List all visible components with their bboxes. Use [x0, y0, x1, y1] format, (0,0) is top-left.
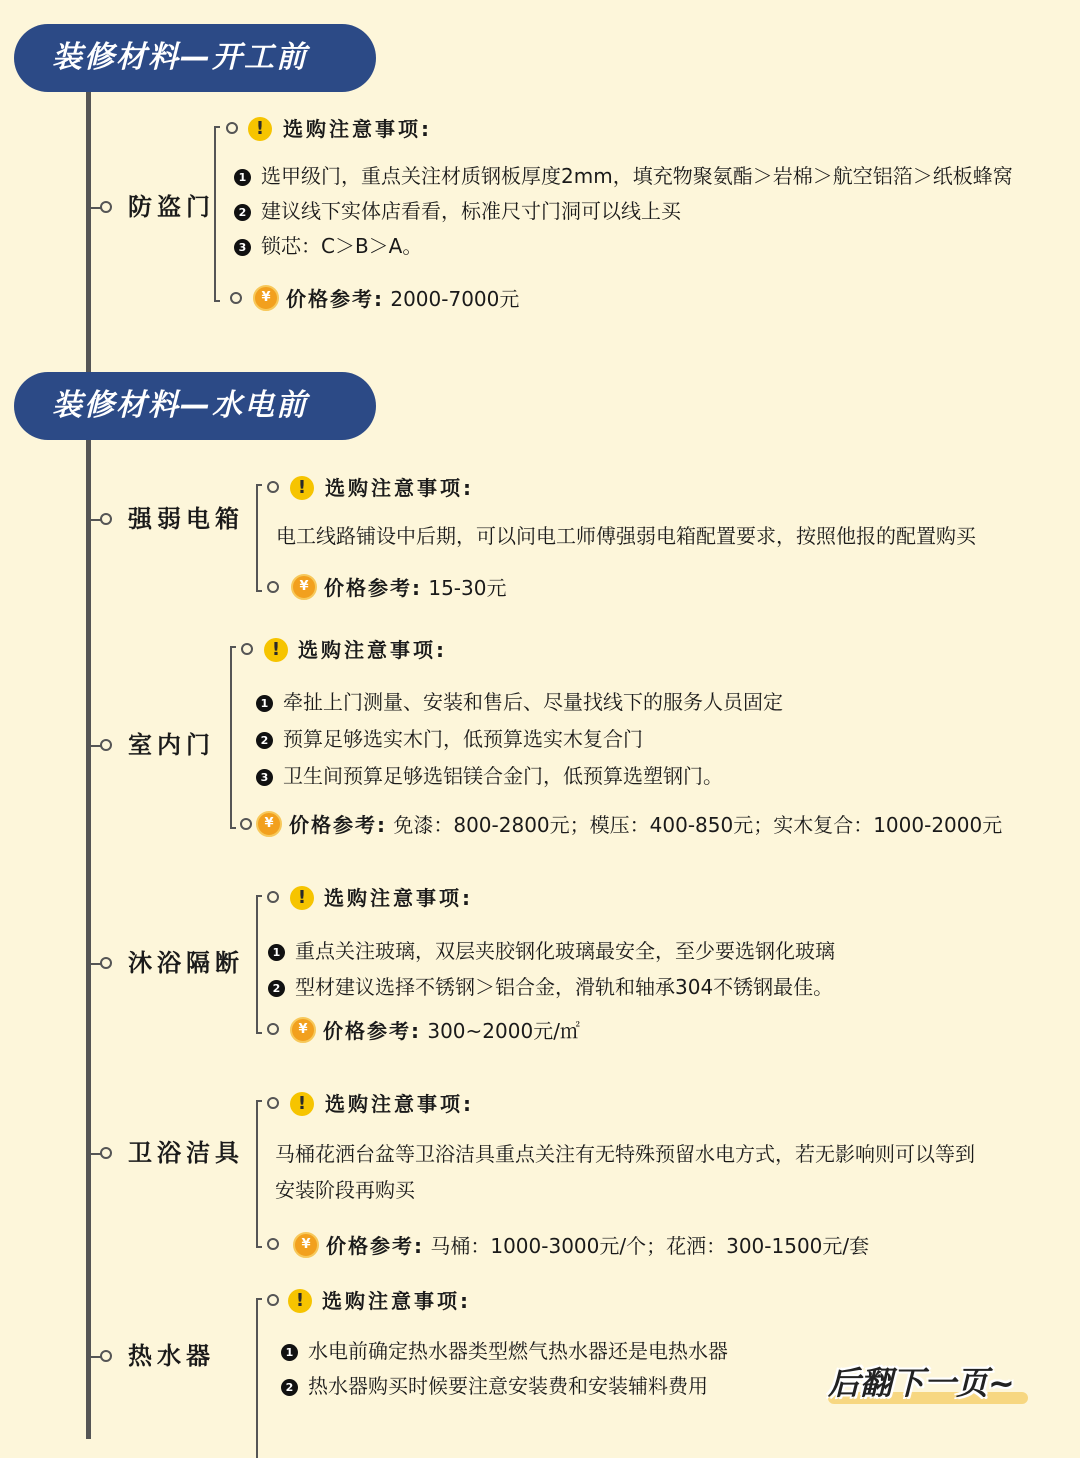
warning-icon: !	[290, 1092, 314, 1116]
bracket	[256, 1100, 262, 1248]
next-page-hint: 后翻下一页~	[828, 1364, 1015, 1402]
list-item: 1 水电前确定热水器类型燃气热水器还是电热水器	[281, 1337, 728, 1365]
bullet-number: 2	[256, 732, 273, 749]
yen-icon: ¥	[290, 1017, 316, 1043]
warning-icon: !	[248, 117, 272, 141]
node-knob	[267, 481, 279, 493]
price-reference: 价格参考: 马桶：1000-3000元/个；花洒：300-1500元/套	[326, 1234, 870, 1258]
node-knob	[100, 513, 112, 525]
node-knob	[267, 581, 279, 593]
item-label-fangdaomen: 防盗门	[128, 193, 215, 221]
list-item: 2 型材建议选择不锈钢＞铝合金，滑轨和轴承304不锈钢最佳。	[268, 973, 833, 1001]
node-knob	[100, 1350, 112, 1362]
section-banner-kaigongqian: 装修材料—开工前	[14, 24, 376, 92]
text-line: 马桶花洒台盆等卫浴洁具重点关注有无特殊预留水电方式，若无影响则可以等到	[275, 1142, 975, 1166]
yen-icon: ¥	[293, 1232, 319, 1258]
node-knob	[100, 1147, 112, 1159]
price-reference: 价格参考: 15-30元	[324, 576, 507, 600]
notes-title: 选购注意事项:	[322, 1289, 471, 1313]
warning-icon: !	[264, 638, 288, 662]
yen-icon: ¥	[253, 285, 279, 311]
node-knob	[267, 1097, 279, 1109]
list-item: 2 热水器购买时候要注意安装费和安装辅料费用	[281, 1372, 708, 1400]
bullet-number: 1	[234, 169, 251, 186]
warning-icon: !	[290, 476, 314, 500]
list-item: 1 选甲级门，重点关注材质钢板厚度2mm，填充物聚氨酯＞岩棉＞航空铝箔＞纸板蜂窝	[234, 162, 1013, 190]
text-line: 安装阶段再购买	[275, 1178, 415, 1202]
notes-title: 选购注意事项:	[325, 476, 474, 500]
list-item: 2 建议线下实体店看看，标准尺寸门洞可以线上买	[234, 197, 681, 225]
bullet-number: 3	[234, 239, 251, 256]
node-knob	[230, 292, 242, 304]
item-label-reshuiqi: 热水器	[128, 1342, 215, 1370]
bracket	[256, 1298, 262, 1458]
node-knob	[226, 122, 238, 134]
node-knob	[100, 957, 112, 969]
list-item: 3 锁芯：C＞B＞A。	[234, 232, 422, 260]
text-line: 电工线路铺设中后期，可以问电工师傅强弱电箱配置要求，按照他报的配置购买	[276, 524, 976, 548]
node-knob	[267, 1238, 279, 1250]
price-reference: 价格参考: 300~2000元/㎡	[323, 1019, 580, 1043]
node-knob	[267, 891, 279, 903]
mindmap-spine	[86, 60, 91, 1439]
bracket	[214, 126, 220, 302]
yen-icon: ¥	[291, 574, 317, 600]
list-item: 1 牵扯上门测量、安装和售后、尽量找线下的服务人员固定	[256, 688, 783, 716]
bullet-number: 2	[281, 1379, 298, 1396]
yen-icon: ¥	[256, 811, 282, 837]
node-knob	[241, 643, 253, 655]
bullet-number: 3	[256, 769, 273, 786]
bullet-number: 2	[268, 980, 285, 997]
list-item: 1 重点关注玻璃，双层夹胶钢化玻璃最安全，至少要选钢化玻璃	[268, 937, 835, 965]
node-knob	[267, 1294, 279, 1306]
bullet-number: 1	[281, 1344, 298, 1361]
node-knob	[100, 739, 112, 751]
bracket	[230, 646, 236, 829]
section-banner-shuidianqian: 装修材料—水电前	[14, 372, 376, 440]
notes-title: 选购注意事项:	[283, 117, 432, 141]
bullet-number: 1	[268, 944, 285, 961]
node-knob	[100, 201, 112, 213]
notes-title: 选购注意事项:	[325, 1092, 474, 1116]
warning-icon: !	[288, 1289, 312, 1313]
item-label-shineimen: 室内门	[128, 731, 215, 759]
item-label-weiyujieju: 卫浴洁具	[128, 1139, 244, 1167]
notes-title: 选购注意事项:	[298, 638, 447, 662]
bullet-number: 2	[234, 204, 251, 221]
item-label-muyugeduan: 沐浴隔断	[128, 949, 244, 977]
list-item: 3 卫生间预算足够选铝镁合金门，低预算选塑钢门。	[256, 762, 723, 790]
node-knob	[240, 818, 252, 830]
notes-title: 选购注意事项:	[324, 886, 473, 910]
price-reference: 价格参考: 2000-7000元	[286, 287, 520, 311]
bullet-number: 1	[256, 695, 273, 712]
item-label-qiangruodianxiang: 强弱电箱	[128, 505, 244, 533]
node-knob	[267, 1023, 279, 1035]
price-reference: 价格参考: 免漆：800-2800元；模压：400-850元；实木复合：1000-2000元	[289, 813, 1003, 837]
warning-icon: !	[290, 886, 314, 910]
list-item: 2 预算足够选实木门，低预算选实木复合门	[256, 725, 643, 753]
bracket	[256, 895, 262, 1034]
bracket	[256, 484, 262, 592]
